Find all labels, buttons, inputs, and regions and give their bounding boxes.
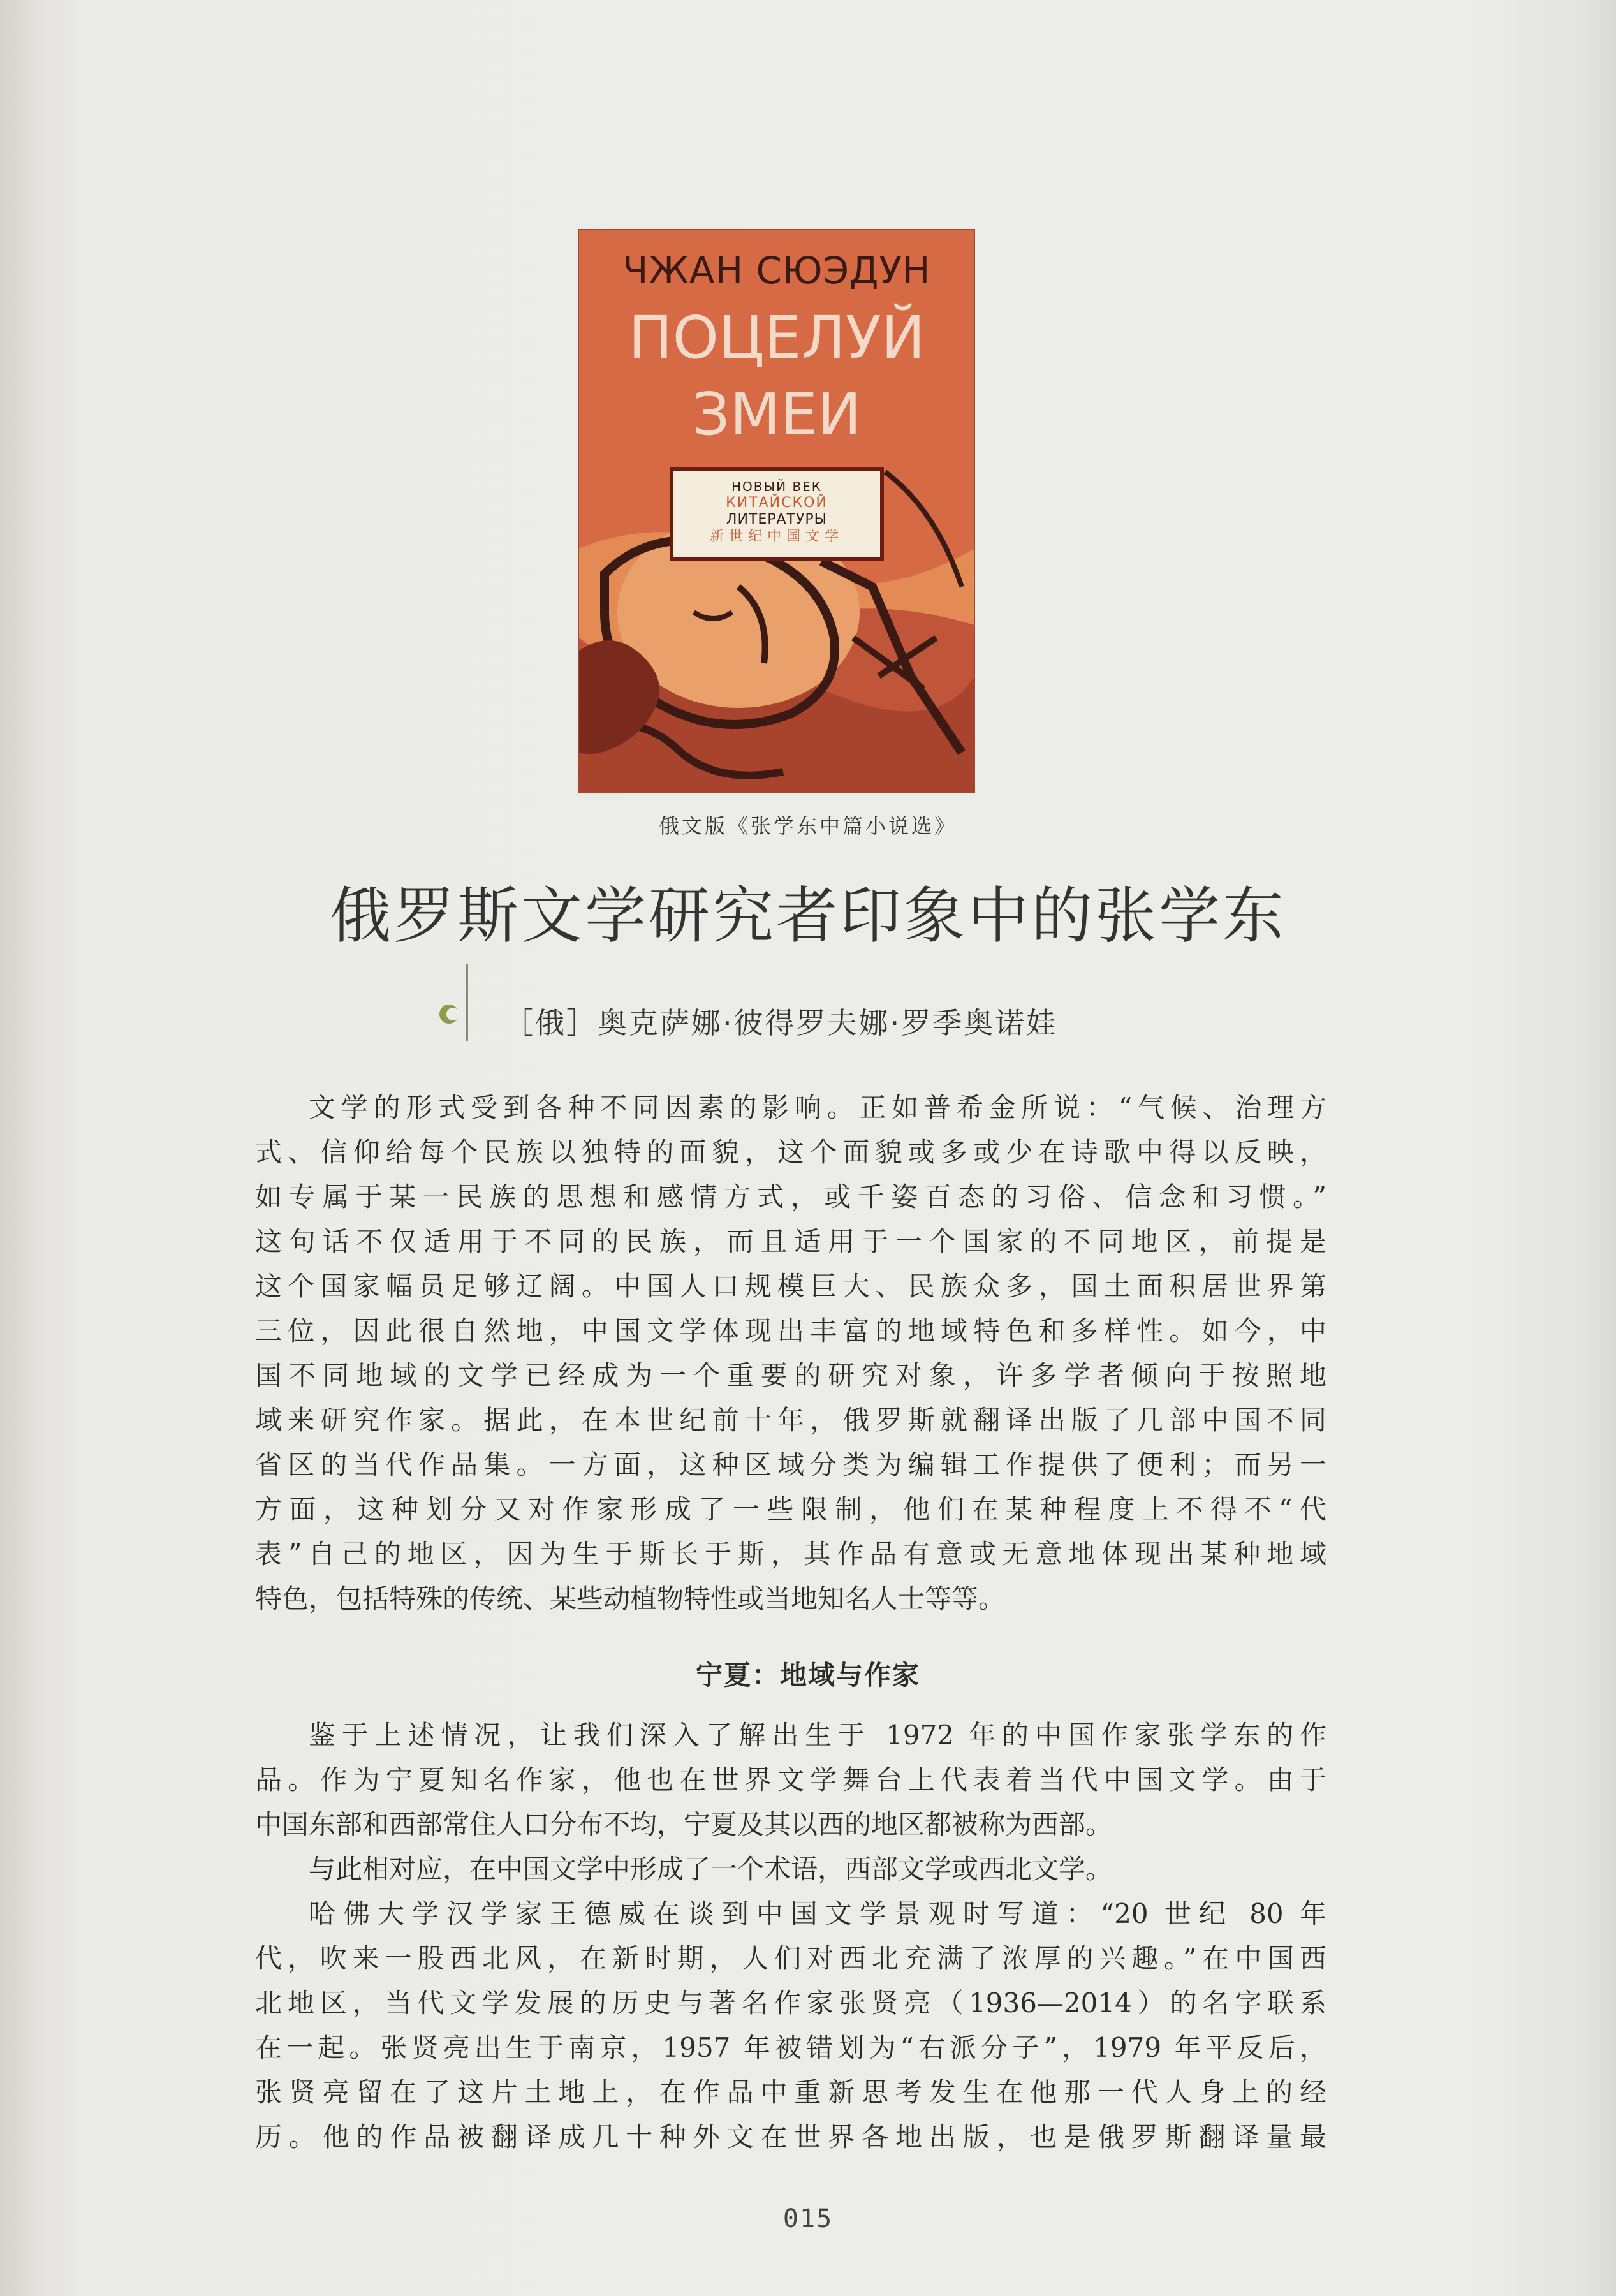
paragraph-1-text xyxy=(255,1085,1326,1621)
cover-author-name: ЧЖАН СЮЭДУН xyxy=(622,249,931,292)
text-line: 这个国家幅员足够辽阔。中国人口规模巨大、民族众多，国土面积居世界第 xyxy=(255,1270,1326,1302)
text-line: 品。作为宁夏知名作家，他也在世界文学舞台上代表着当代中国文学。由于 xyxy=(255,1764,1326,1795)
article-title: 俄罗斯文学研究者印象中的张学东 xyxy=(330,880,1286,952)
series-line-4: 新世纪中国文学 xyxy=(709,529,844,545)
crescent-icon xyxy=(437,1003,460,1026)
cover-title: ПОЦЕЛУЙ ЗМЕИ xyxy=(628,304,925,448)
cover-series-label xyxy=(670,467,884,561)
text-line: 方面，这种划分又对作家形成了一些限制，他们在某种程度上不得不“代 xyxy=(255,1494,1326,1525)
text-line: 域来研究作家。据此，在本世纪前十年，俄罗斯就翻译出版了几部中国不同 xyxy=(255,1404,1326,1436)
text-line: 中国东部和西部常住人口分布不均，宁夏及其以西的地区都被称为西部。 xyxy=(255,1809,1113,1840)
book-cover-image xyxy=(579,230,974,792)
text-line: 鉴于上述情况，让我们深入了解出生于 1972 年的中国作家张学东的作 xyxy=(309,1719,1326,1751)
series-line-3: ЛИТЕРАТУРЫ xyxy=(726,511,828,527)
text-line: 国不同地域的文学已经成为一个重要的研究对象，许多学者倾向于按照地 xyxy=(255,1360,1326,1391)
text-line: 表”自己的地区，因为生于斯长于斯，其作品有意或无意地体现出某种地域 xyxy=(255,1538,1326,1570)
paragraph-1 xyxy=(255,1085,1326,1621)
text-line: 与此相对应，在中国文学中形成了一个术语，西部文学或西北文学。 xyxy=(309,1853,1113,1885)
series-line-1: НОВЫЙ ВЕК xyxy=(731,479,823,494)
text-line: 代，吹来一股西北风，在新时期，人们对西北充满了浓厚的兴趣。”在中国西 xyxy=(255,1943,1326,1974)
text-line: 在一起。张贤亮出生于南京，1957 年被错划为“右派分子”，1979 年平反后， xyxy=(255,2032,1326,2063)
page-number: 015 xyxy=(782,2204,834,2233)
text-line: 三位，因此很自然地，中国文学体现出丰富的地域特色和多样性。如今，中 xyxy=(255,1315,1326,1346)
section-heading: 宁夏：地域与作家 xyxy=(695,1659,920,1691)
paragraph-2-text xyxy=(255,1713,1326,1847)
paragraph-2 xyxy=(255,1713,1326,2160)
text-line: 如专属于某一民族的思想和感情方式，或千姿百态的习俗、信念和习惯。” xyxy=(255,1181,1326,1212)
paragraph-4-text xyxy=(255,1892,1326,2160)
text-line: 张贤亮留在了这片土地上，在作品中重新思考发生在他那一代人身上的经 xyxy=(255,2077,1326,2108)
series-line-2: КИТАЙСКОЙ xyxy=(726,495,828,511)
text-line: 省区的当代作品集。一方面，这种区域分类为编辑工作提供了便利；而另一 xyxy=(255,1449,1326,1480)
image-caption: 俄文版《张学东中篇小说选》 xyxy=(658,814,957,838)
text-line: 文学的形式受到各种不同因素的影响。正如普希金所说：“气候、治理方 xyxy=(309,1092,1326,1123)
paragraph-3-text xyxy=(255,1847,1326,1892)
text-line: 历。他的作品被翻译成几十种外文在世界各地出版，也是俄罗斯翻译量最 xyxy=(255,2121,1326,2152)
text-line: 特色，包括特殊的传统、某些动植物特性或当地知名人士等等。 xyxy=(255,1583,1006,1614)
text-line: 这句话不仅适用于不同的民族，而且适用于一个国家的不同地区，前提是 xyxy=(255,1226,1326,1257)
text-line: 北地区，当代文学发展的历史与著名作家张贤亮（1936—2014）的名字联系 xyxy=(255,1987,1326,2019)
text-line: 式、信仰给每个民族以独特的面貌，这个面貌或多或少在诗歌中得以反映， xyxy=(255,1137,1326,1168)
author-divider xyxy=(466,964,468,1041)
text-line: 哈佛大学汉学家王德威在谈到中国文学景观时写道：“20 世纪 80 年 xyxy=(309,1898,1326,1929)
author-name: ［俄］奥克萨娜·彼得罗夫娜·罗季奥诺娃 xyxy=(504,1006,1058,1040)
